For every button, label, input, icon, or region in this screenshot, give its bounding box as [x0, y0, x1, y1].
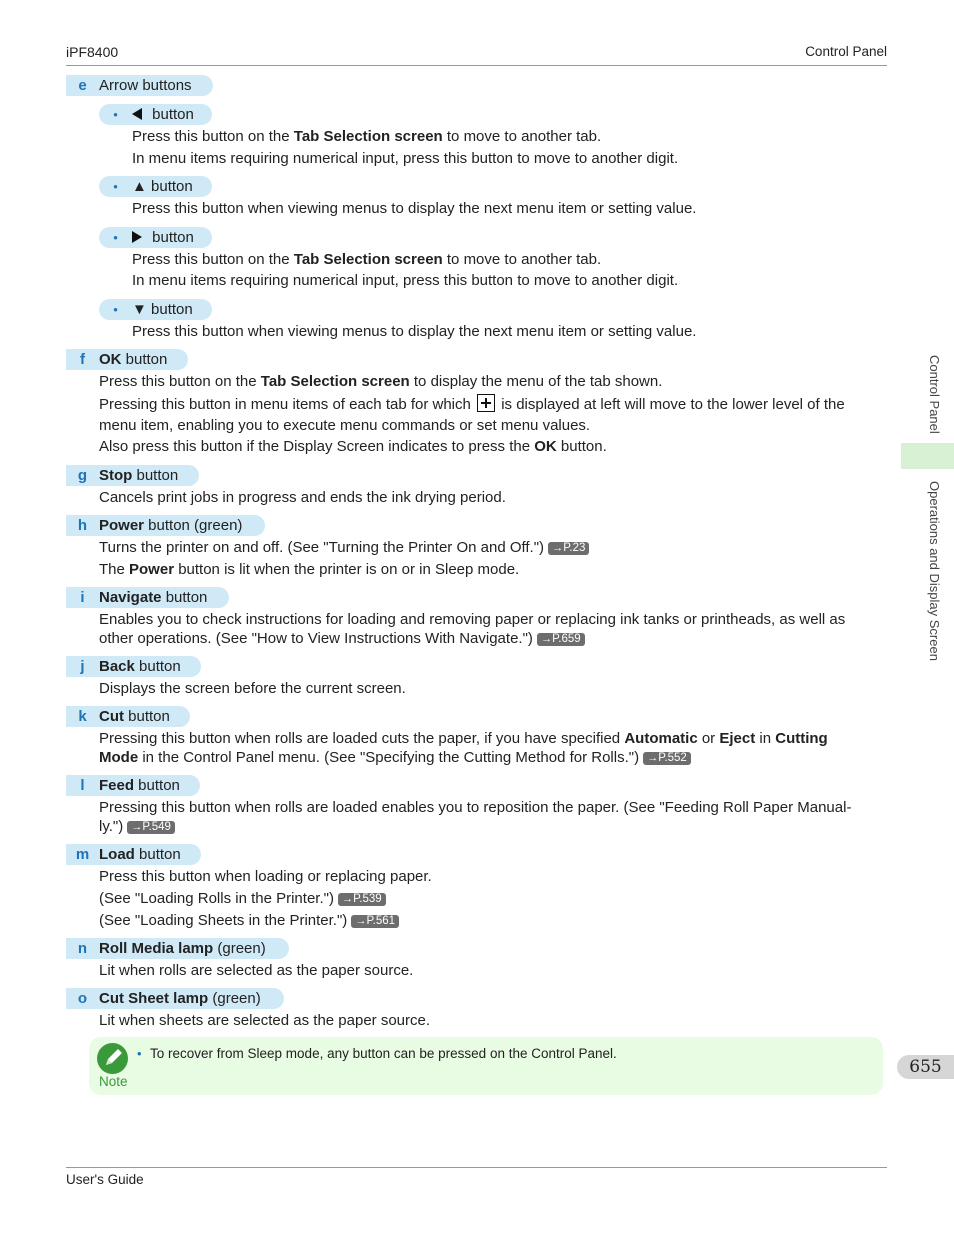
bullet: • [113, 302, 118, 317]
item-title-bold: Cut [99, 708, 124, 725]
page-reference-link[interactable]: →P.539 [338, 893, 386, 906]
header-product: iPF8400 [66, 44, 119, 60]
text-line: Displays the screen before the current screen. [99, 680, 406, 697]
item-letter: h [77, 517, 88, 534]
item-i-heading [66, 587, 229, 608]
page-number: 655 [897, 1055, 954, 1079]
item-title-bold: Back [99, 658, 135, 675]
text-line: other operations. (See "How to View Instructions With Navigate.") →P.659 [99, 629, 585, 648]
subitem-label: ▲ button [132, 178, 193, 195]
text-line: Cancels print jobs in progress and ends the ink drying period. [99, 489, 506, 506]
item-letter: e [78, 77, 87, 94]
item-title: button (green) [144, 517, 243, 534]
item-l-heading [66, 775, 200, 796]
item-f-heading [66, 349, 188, 370]
text-line: Enables you to check instructions for loading and removing paper or replacing ink tanks or printheads, as well as [99, 611, 846, 628]
item-title: button [134, 846, 181, 863]
text-line: The Power button is lit when the printer is on or in Sleep mode. [99, 561, 520, 578]
item-title-bold: Stop [99, 467, 133, 484]
page-reference-link[interactable]: →P.659 [537, 633, 585, 646]
header-divider [66, 65, 887, 66]
item-title-bold: Feed [99, 777, 135, 794]
item-letter: f [80, 351, 85, 368]
bullet: • [113, 179, 118, 194]
item-title: (green) [208, 990, 261, 1007]
subitem-up-button [99, 176, 212, 197]
page-reference-link[interactable]: →P.23 [548, 542, 589, 555]
item-j-heading [66, 656, 201, 677]
item-letter: k [78, 708, 87, 725]
item-title-bold: OK [99, 351, 122, 368]
left-arrow-icon [132, 108, 142, 120]
item-letter: m [75, 846, 90, 863]
item-letter: o [77, 990, 88, 1007]
bullet: • [113, 230, 118, 245]
text-line: Turns the printer on and off. (See "Turning the Printer On and Off.") →P.23 [99, 538, 589, 557]
item-title: button [134, 777, 180, 794]
subitem-down-button [99, 299, 212, 320]
text-line: Pressing this button when rolls are loaded enables you to reposition the paper. (See "Feeding Roll Paper Manual- [99, 799, 852, 816]
subitem-label: ▼ button [132, 301, 193, 318]
item-letter: g [77, 467, 88, 484]
header-section: Control Panel [805, 44, 887, 59]
text-line: Press this button when loading or replacing paper. [99, 868, 432, 885]
subitem-left-button [99, 104, 212, 125]
side-tab-operations[interactable]: Operations and Display Screen [927, 481, 942, 661]
text-line: Pressing this button in menu items of each tab for which is displayed at left will move to the lower level of the [99, 396, 845, 413]
item-letter: l [80, 777, 85, 794]
note-text: To recover from Sleep mode, any button can be pressed on the Control Panel. [150, 1046, 617, 1061]
item-title-bold: Power [99, 517, 145, 534]
right-arrow-icon [132, 231, 142, 243]
page-reference-link[interactable]: →P.561 [351, 915, 399, 928]
item-title-bold: Navigate [99, 589, 162, 606]
text-line: ly.") →P.549 [99, 817, 175, 836]
item-title: button [124, 708, 170, 725]
item-title: button [161, 589, 208, 606]
text-line: In menu items requiring numerical input, press this button to move to another digit. [132, 272, 679, 289]
item-title: button [121, 351, 168, 368]
item-n-heading [66, 938, 289, 959]
side-tab-highlight [901, 443, 954, 469]
text-line: Press this button when viewing menus to display the next menu item or setting value. [132, 323, 697, 340]
item-o-heading [66, 988, 284, 1009]
subitem-label: button [148, 106, 194, 123]
text-line: Press this button on the Tab Selection screen to move to another tab. [132, 251, 602, 268]
item-h-heading [66, 515, 265, 536]
side-tab-control-panel[interactable]: Control Panel [927, 355, 942, 434]
subitem-right-button [99, 227, 212, 248]
text-line: Mode in the Control Panel menu. (See "Specifying the Cutting Method for Rolls.") →P.552 [99, 748, 691, 767]
subitem-label: button [148, 229, 194, 246]
item-letter: n [77, 940, 88, 957]
item-e-heading [66, 75, 213, 96]
text-line: (See "Loading Sheets in the Printer.") →P.561 [99, 911, 399, 930]
item-letter: j [80, 658, 85, 675]
text-line: Press this button when viewing menus to display the next menu item or setting value. [132, 200, 697, 217]
text-line: Pressing this button when rolls are loaded cuts the paper, if you have specified Automatic or Eject in Cutting [99, 730, 828, 747]
item-title: button [134, 658, 181, 675]
plus-box-icon [477, 394, 495, 412]
item-title: (green) [213, 940, 266, 957]
text-line: (See "Loading Rolls in the Printer.") →P.539 [99, 889, 386, 908]
pencil-note-icon [97, 1043, 128, 1074]
page-reference-link[interactable]: →P.552 [643, 752, 691, 765]
item-m-heading [66, 844, 201, 865]
item-title: button [132, 467, 179, 484]
bullet: • [137, 1046, 142, 1061]
text-line: Press this button on the Tab Selection screen to display the menu of the tab shown. [99, 373, 663, 390]
bullet: • [113, 107, 118, 122]
item-letter: i [80, 589, 85, 606]
text-line: Also press this button if the Display Screen indicates to press the OK button. [99, 438, 607, 455]
item-title-bold: Cut Sheet lamp [99, 990, 209, 1007]
text-line: In menu items requiring numerical input, press this button to move to another digit. [132, 150, 679, 167]
item-title-bold: Load [99, 846, 135, 863]
item-g-heading [66, 465, 199, 486]
text-line: Lit when rolls are selected as the paper source. [99, 962, 414, 979]
item-title: Arrow buttons [99, 77, 192, 94]
note-label: Note [99, 1074, 128, 1089]
text-line: Press this button on the Tab Selection screen to move to another tab. [132, 128, 602, 145]
page-reference-link[interactable]: →P.549 [127, 821, 175, 834]
item-k-heading [66, 706, 190, 727]
footer-divider [66, 1167, 887, 1168]
text-line: Lit when sheets are selected as the paper source. [99, 1012, 431, 1029]
item-title-bold: Roll Media lamp [99, 940, 214, 957]
text-line: menu item, enabling you to execute menu commands or set menu values. [99, 417, 591, 434]
footer-guide-name: User's Guide [66, 1172, 144, 1187]
